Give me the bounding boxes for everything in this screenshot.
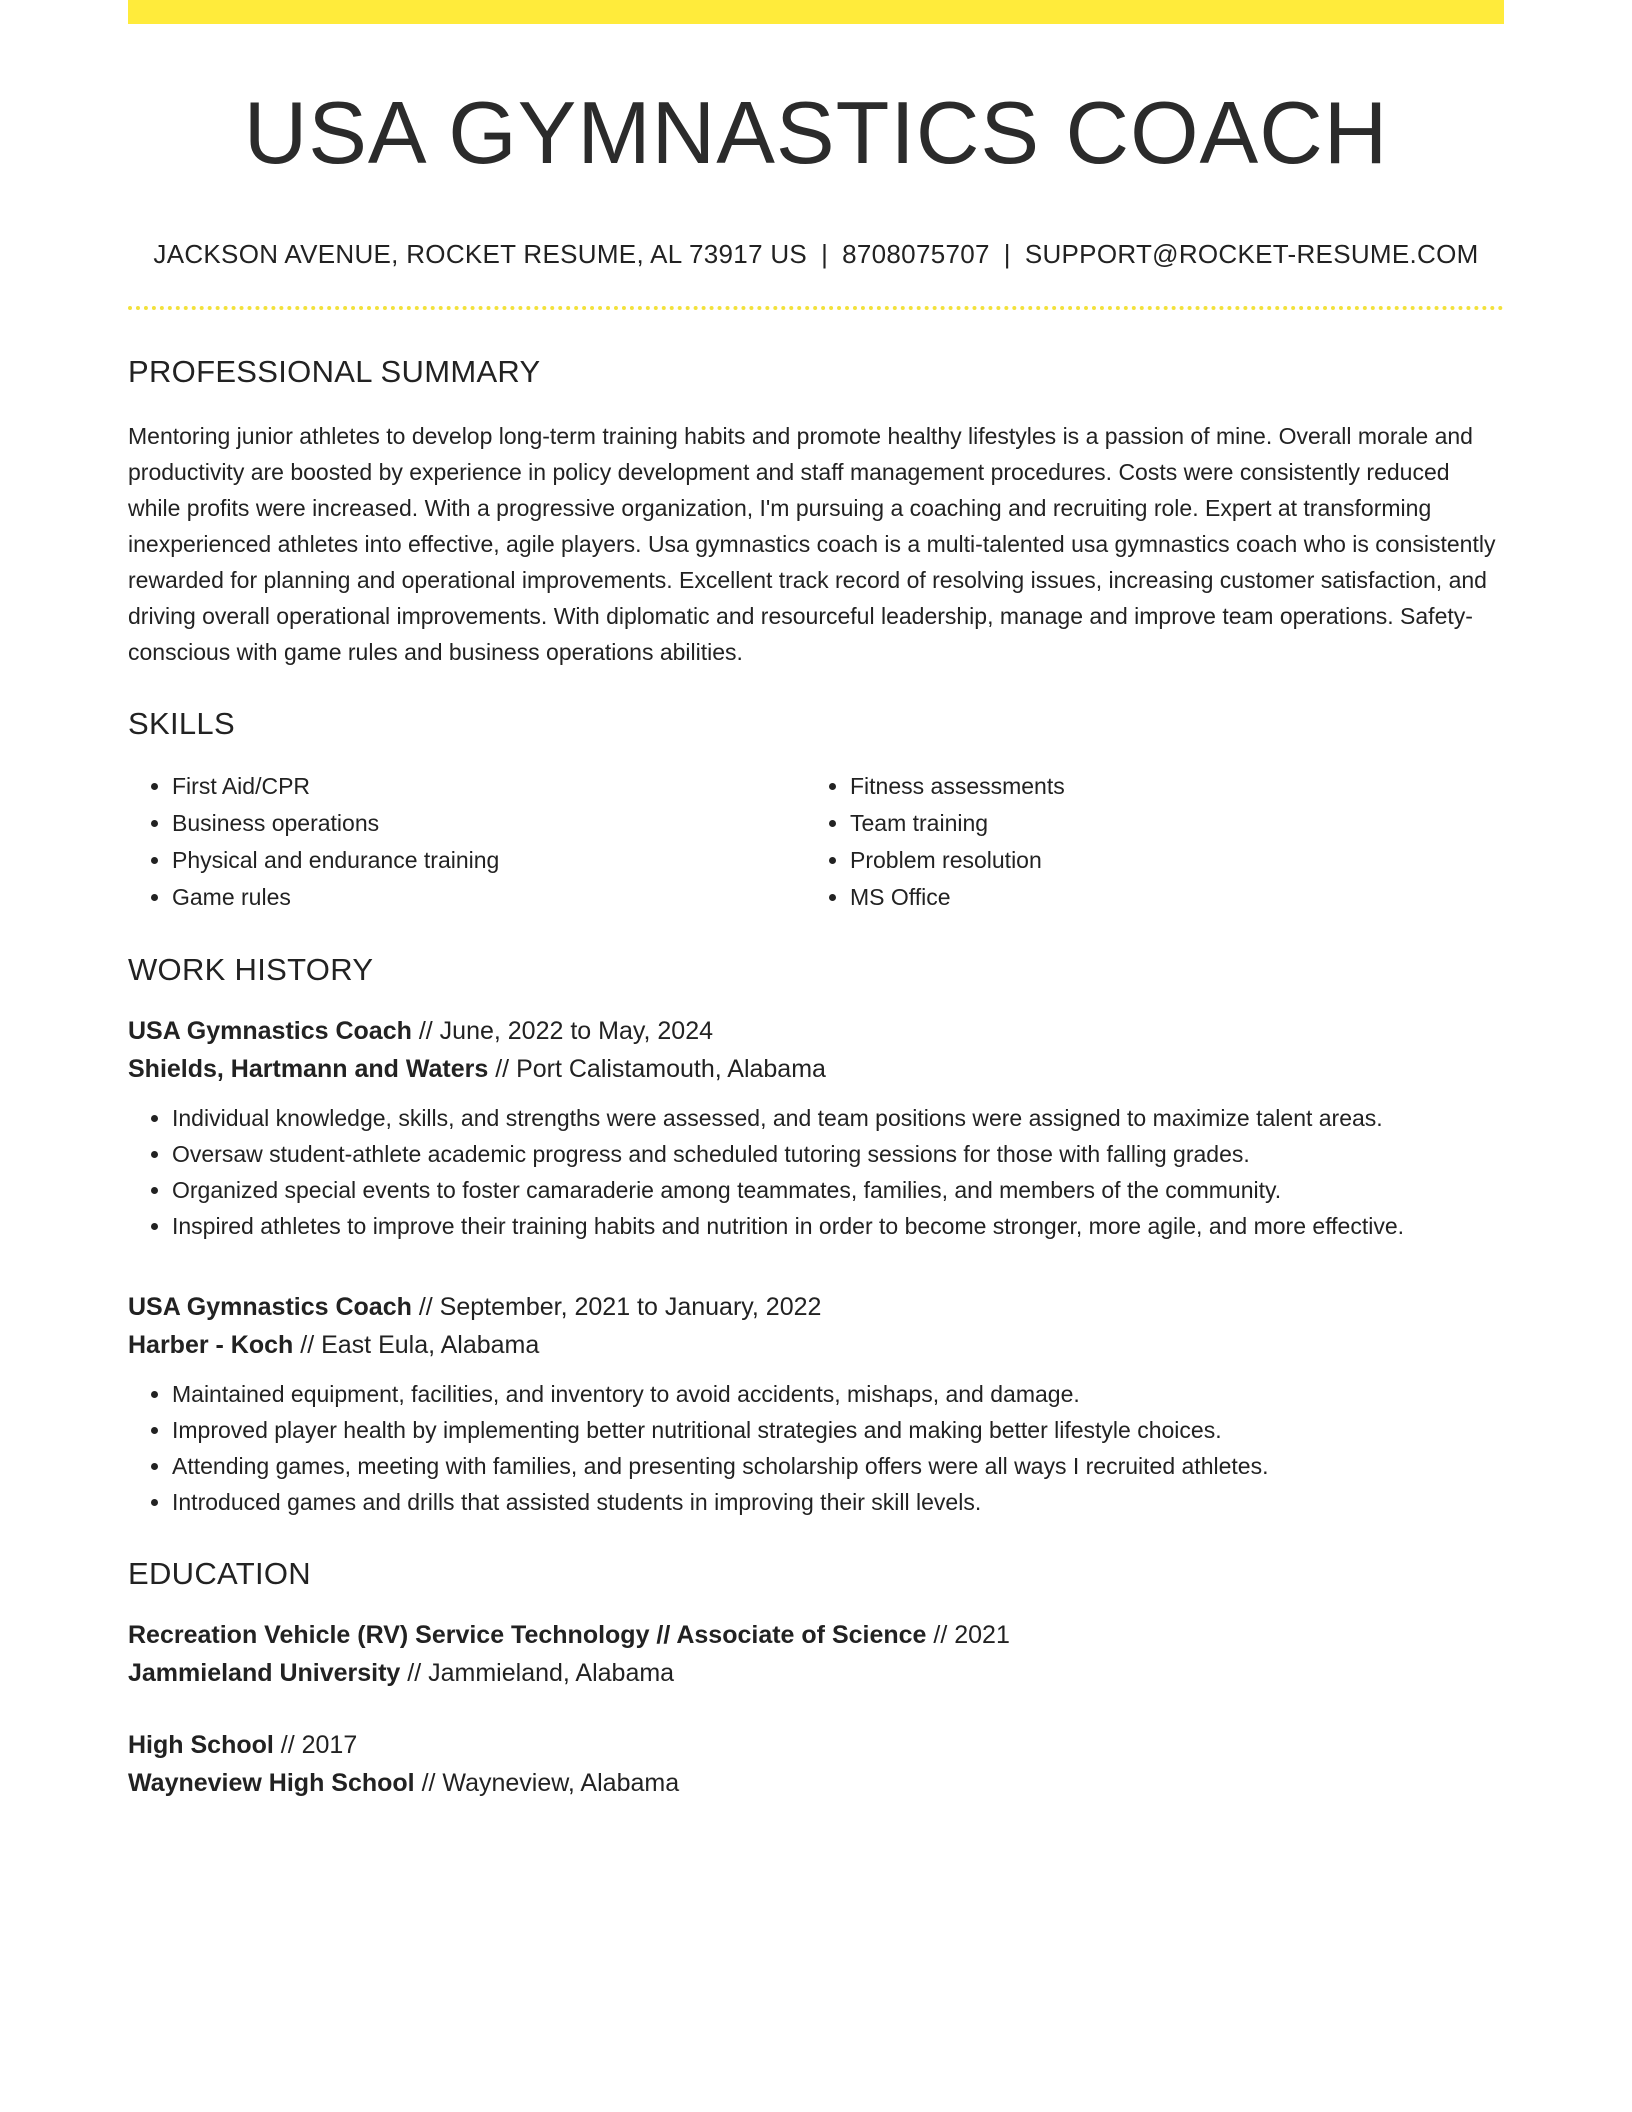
job-bullet: • Attending games, meeting with families, and presenting scholarship offers were all ways I recruited athletes. <box>172 1448 1504 1484</box>
education-school-line <box>128 1764 1504 1802</box>
contact-email: SUPPORT@ROCKET-RESUME.COM <box>1024 239 1479 270</box>
education-school: Jammieland University <box>128 1659 401 1688</box>
education-degree-line <box>128 1616 1504 1654</box>
skill-item: • Problem resolution <box>850 842 1484 879</box>
skills-column-left <box>128 768 806 916</box>
skill-item: • MS Office <box>850 879 1484 916</box>
contact-separator: | <box>1003 239 1011 270</box>
job-bullet: • Introduced games and drills that assisted students in improving their skill levels. <box>172 1484 1504 1520</box>
job-title-line <box>128 1012 1504 1050</box>
skill-item: • Team training <box>850 805 1484 842</box>
job-title-line <box>128 1288 1504 1326</box>
job-dates: // September, 2021 to January, 2022 <box>411 1293 822 1322</box>
education-degree: Recreation Vehicle (RV) Service Technology // Associate of Science <box>128 1621 927 1650</box>
resume-page <box>128 0 1504 1802</box>
job-header <box>128 1012 1504 1088</box>
job-bullet: • Oversaw student-athlete academic progress and scheduled tutoring sessions for those with falling grades. <box>172 1136 1504 1172</box>
education-entry <box>128 1616 1504 1692</box>
skills-heading: SKILLS <box>128 706 235 742</box>
summary-text: Mentoring junior athletes to develop long-term training habits and promote healthy lifestyles is a passion of mine. Overall morale and productivity are boosted by experience in policy development and staff management procedures. Costs were consistently reduced while profits were increased. With a progressive organization, I'm pursuing a coaching and recruiting role. Expert at transforming inexperienced athletes into effective, agile players. Usa gymnastics coach is a multi-talented usa gymnastics coach who is consistently rewarded for planning and operational improvements. Excellent track record of resolving issues, increasing customer satisfaction, and driving overall operational improvements. With diplomatic and resourceful leadership, manage and improve team operations. Safety-conscious with game rules and business operations abilities. <box>128 423 1496 666</box>
skills-list <box>128 768 1504 916</box>
job-entry <box>128 1288 1504 1520</box>
job-dates: // June, 2022 to May, 2024 <box>411 1017 714 1046</box>
skill-item: • Physical and endurance training <box>172 842 806 879</box>
resume-name: USA GYMNASTICS COACH <box>243 83 1389 182</box>
education-heading: EDUCATION <box>128 1556 311 1592</box>
job-bullet: • Organized special events to foster camaraderie among teammates, families, and members of the community. <box>172 1172 1504 1208</box>
job-location: // Port Calistamouth, Alabama <box>488 1055 826 1084</box>
job-company: Harber - Koch <box>128 1331 294 1360</box>
education-school-line <box>128 1654 1504 1692</box>
education-degree: High School <box>128 1731 274 1760</box>
job-entry <box>128 1012 1504 1244</box>
education-degree-line <box>128 1726 1504 1764</box>
contact-line <box>128 239 1504 270</box>
job-bullet: • Maintained equipment, facilities, and inventory to avoid accidents, mishaps, and damage. <box>172 1376 1504 1412</box>
skill-item: • Business operations <box>172 805 806 842</box>
job-company-line <box>128 1326 1504 1364</box>
education-school: Wayneview High School <box>128 1769 415 1798</box>
contact-separator: | <box>821 239 829 270</box>
summary-heading: PROFESSIONAL SUMMARY <box>128 354 541 390</box>
skill-item: • Game rules <box>172 879 806 916</box>
job-bullets <box>128 1376 1504 1520</box>
job-bullet: • Improved player health by implementing better nutritional strategies and making better lifestyle choices. <box>172 1412 1504 1448</box>
education-entry <box>128 1726 1504 1802</box>
skills-column-right <box>806 768 1484 916</box>
job-location: // East Eula, Alabama <box>293 1331 540 1360</box>
job-company: Shields, Hartmann and Waters <box>128 1055 489 1084</box>
dotted-divider <box>128 306 1504 310</box>
contact-address: JACKSON AVENUE, ROCKET RESUME, AL 73917 US <box>153 239 808 270</box>
job-position: USA Gymnastics Coach <box>128 1017 412 1046</box>
education-year: // 2021 <box>926 1621 1010 1650</box>
skill-item: • First Aid/CPR <box>172 768 806 805</box>
job-bullet: • Inspired athletes to improve their training habits and nutrition in order to become stronger, more agile, and more effective. <box>172 1208 1504 1244</box>
job-bullet: • Individual knowledge, skills, and strengths were assessed, and team positions were assigned to maximize talent areas. <box>172 1100 1504 1136</box>
education-location: // Jammieland, Alabama <box>400 1659 675 1688</box>
contact-phone: 8708075707 <box>842 239 990 270</box>
job-company-line <box>128 1050 1504 1088</box>
job-bullets <box>128 1100 1504 1244</box>
skill-item: • Fitness assessments <box>850 768 1484 805</box>
job-position: USA Gymnastics Coach <box>128 1293 412 1322</box>
work-history-heading: WORK HISTORY <box>128 952 374 988</box>
education-year: // 2017 <box>273 1731 358 1760</box>
education-location: // Wayneview, Alabama <box>414 1769 680 1798</box>
job-header <box>128 1288 1504 1364</box>
top-accent-bar <box>128 0 1504 24</box>
